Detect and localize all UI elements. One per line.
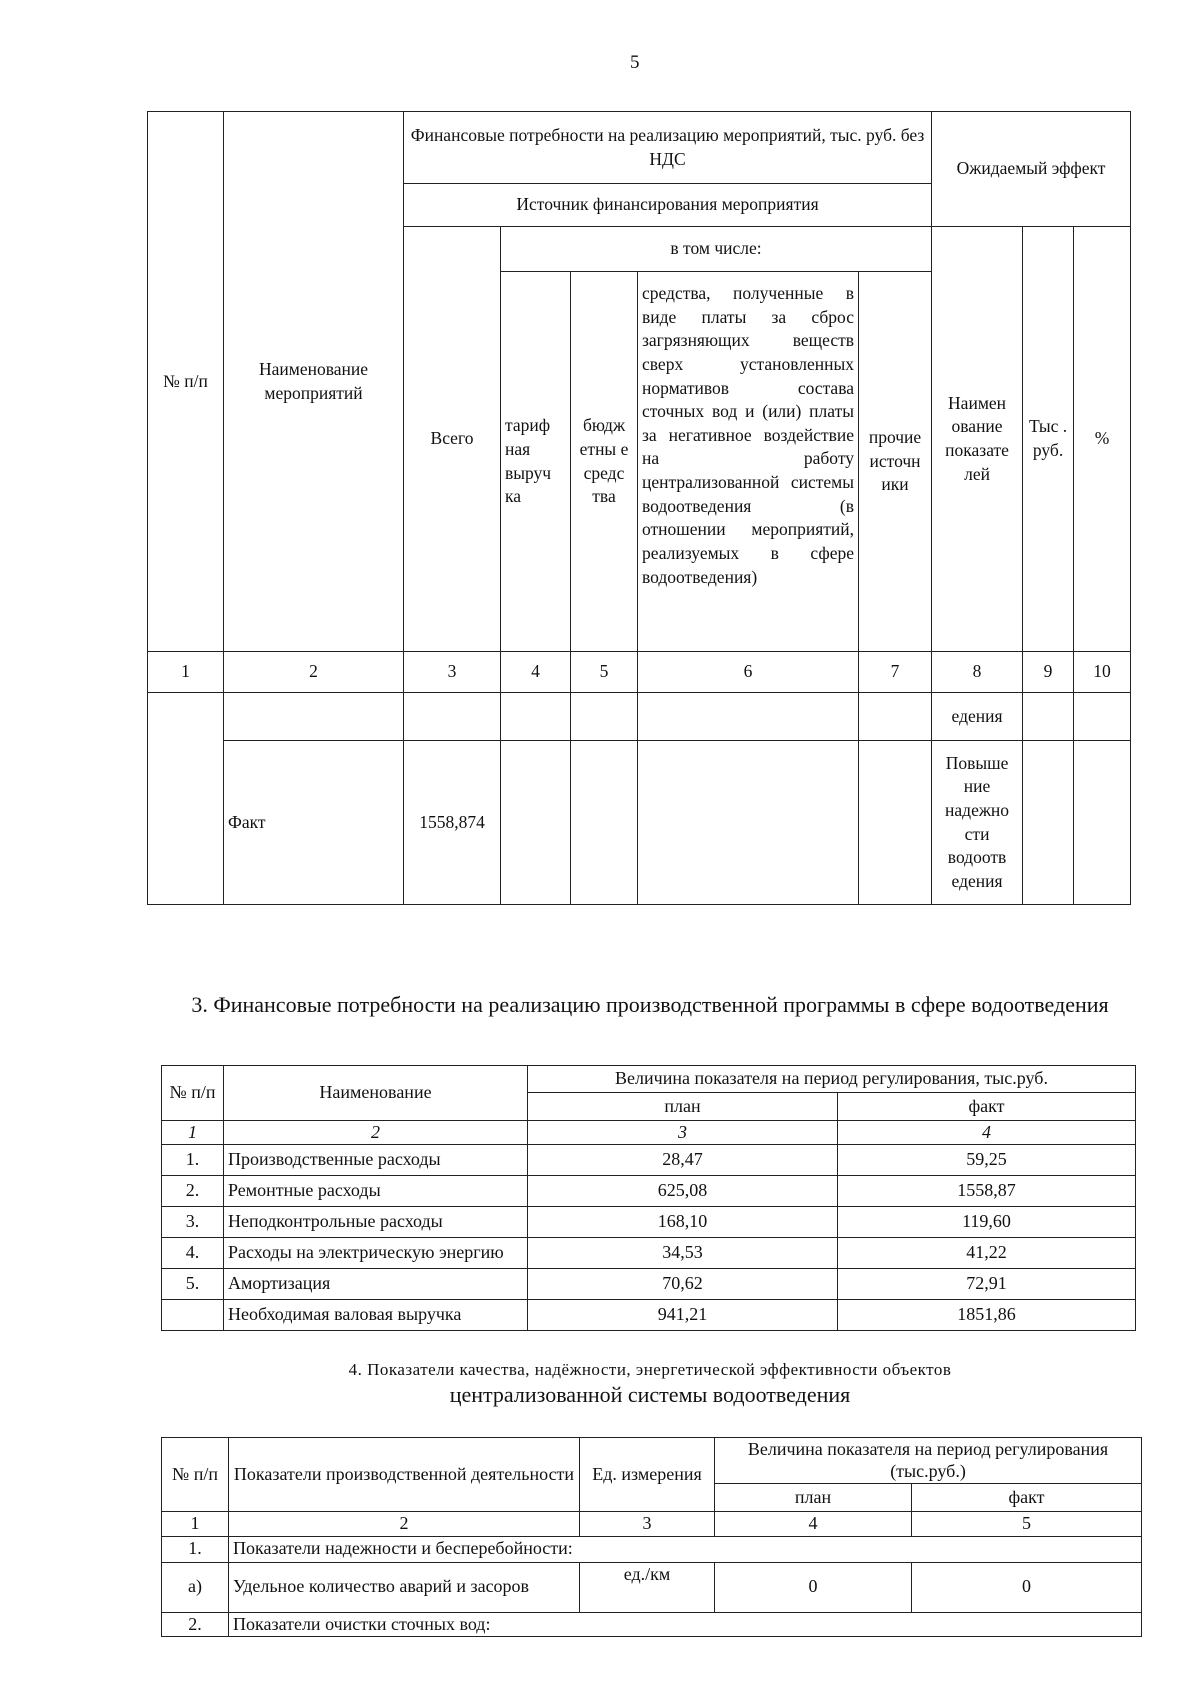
col-number: 3 [580,1512,715,1537]
row-num [162,1300,224,1331]
header-plan: план [715,1484,912,1512]
row-fact: 119,60 [838,1207,1136,1238]
header-value: Величина показателя на период регулирования (тыс.руб.) [715,1438,1142,1484]
row-plan: 34,53 [528,1238,838,1269]
row-name: Необходимая валовая выручка [224,1300,528,1331]
table-row [148,693,1131,741]
row-fact: 59,25 [838,1145,1136,1176]
quality-indicators-table [161,1437,1142,1637]
section3-title: 3. Финансовые потребности на реализацию производственной программы в сфере водоотведения [191,992,1109,1017]
header-budget: бюдж етны е средс тва [571,272,638,652]
header-percent: % [1074,227,1131,652]
row-num: 5. [162,1269,224,1300]
row-num: 1. [162,1536,229,1562]
row-fact: 1851,86 [838,1300,1136,1331]
header-num: № п/п [162,1066,224,1121]
col-number: 8 [932,652,1023,693]
col-number: 5 [912,1512,1142,1537]
section4-title-line1: 4. Показатели качества, надёжности, энергетической эффективности объектов [348,1360,952,1379]
column-numbers-row [148,652,1131,693]
header-num: № п/п [148,112,224,652]
section4-title-line2: централизованной системы водоотведения [449,1382,851,1407]
table-row [162,1207,1136,1238]
row-plan: 941,21 [528,1300,838,1331]
group-row [162,1536,1142,1562]
header-total: Всего [404,227,501,652]
fact-total: 1558,874 [404,741,501,905]
col-number: 10 [1074,652,1131,693]
col-number: 7 [859,652,932,693]
header-indicator-name: Наимен ование показате лей [932,227,1023,652]
table-row [162,1562,1142,1612]
col-number: 3 [404,652,501,693]
row-name: Неподконтрольные расходы [224,1207,528,1238]
row-num: 2. [162,1176,224,1207]
row-name: Расходы на электрическую энергию [224,1238,528,1269]
row-num: 3. [162,1207,224,1238]
row-plan: 28,47 [528,1145,838,1176]
header-name: Показатели производственной деятельности [229,1438,580,1512]
row-name: Ремонтные расходы [224,1176,528,1207]
header-thous-rub: Тыс . руб. [1023,227,1074,652]
col-number: 2 [224,1121,528,1145]
empty-cell [148,693,224,905]
row-name: Производственные расходы [224,1145,528,1176]
table-row [162,1145,1136,1176]
table-row [162,1269,1136,1300]
row-fact: 0 [912,1562,1142,1612]
col-number: 4 [715,1512,912,1537]
header-financial-needs: Финансовые потребности на реализацию мероприятий, тыс. руб. без НДС [404,112,932,184]
table-row [162,1300,1136,1331]
table-row [162,1238,1136,1269]
row-unit: ед./км [580,1562,715,1612]
col-number: 9 [1023,652,1074,693]
col-number: 4 [501,652,571,693]
col-number: 3 [528,1121,838,1145]
page-number: 5 [630,52,640,73]
header-fact: факт [838,1093,1136,1121]
table-row [148,741,1131,905]
header-expected-effect: Ожидаемый эффект [932,112,1131,227]
header-num: № п/п [162,1438,229,1512]
row-plan: 70,62 [528,1269,838,1300]
row-num: а) [162,1562,229,1612]
header-name: Наименование [224,1066,528,1121]
header-tariff: тариф ная выруч ка [501,272,571,652]
header-unit: Ед. измерения [580,1438,715,1512]
table-row [162,1176,1136,1207]
row-plan: 0 [715,1562,912,1612]
row-num: 4. [162,1238,224,1269]
col-number: 6 [638,652,859,693]
indicator-cell: едения [932,693,1023,741]
row-num: 2. [162,1612,229,1637]
header-name: Наименование мероприятий [224,112,404,652]
group-row [162,1612,1142,1637]
row-fact: 1558,87 [838,1176,1136,1207]
row-num: 1. [162,1145,224,1176]
header-source: Источник финансирования мероприятия [404,184,932,227]
col-number: 5 [571,652,638,693]
group-label: Показатели надежности и бесперебойности: [229,1536,1142,1562]
row-plan: 168,10 [528,1207,838,1238]
col-number: 1 [148,652,224,693]
production-program-table [161,1065,1136,1331]
row-plan: 625,08 [528,1176,838,1207]
col-number: 1 [162,1512,229,1537]
col-number: 2 [229,1512,580,1537]
fact-label: Факт [224,741,404,905]
group-label: Показатели очистки сточных вод: [229,1612,1142,1637]
header-plan: план [528,1093,838,1121]
header-fact: факт [912,1484,1142,1512]
header-value: Величина показателя на период регулирования, тыс.руб. [528,1066,1136,1093]
fact-indicator: Повыше ние надежно сти водоотв едения [932,741,1023,905]
measures-financing-table [147,111,1131,905]
col-number: 2 [224,652,404,693]
header-including: в том числе: [501,227,932,272]
row-fact: 41,22 [838,1238,1136,1269]
row-fact: 72,91 [838,1269,1136,1300]
row-name: Удельное количество аварий и засоров [229,1562,580,1612]
header-other: прочие источн ики [859,272,932,652]
header-fees: средства, полученные в виде платы за сброс загрязняющих веществ сверх установленных нормативов состава сточных вод и (или) платы за негативное воздействие на работу централизованной системы водоотведения (в отношении мероприятий, реализуемых в сфере водоотведения) [638,272,859,652]
col-number: 1 [162,1121,224,1145]
row-name: Амортизация [224,1269,528,1300]
col-number: 4 [838,1121,1136,1145]
